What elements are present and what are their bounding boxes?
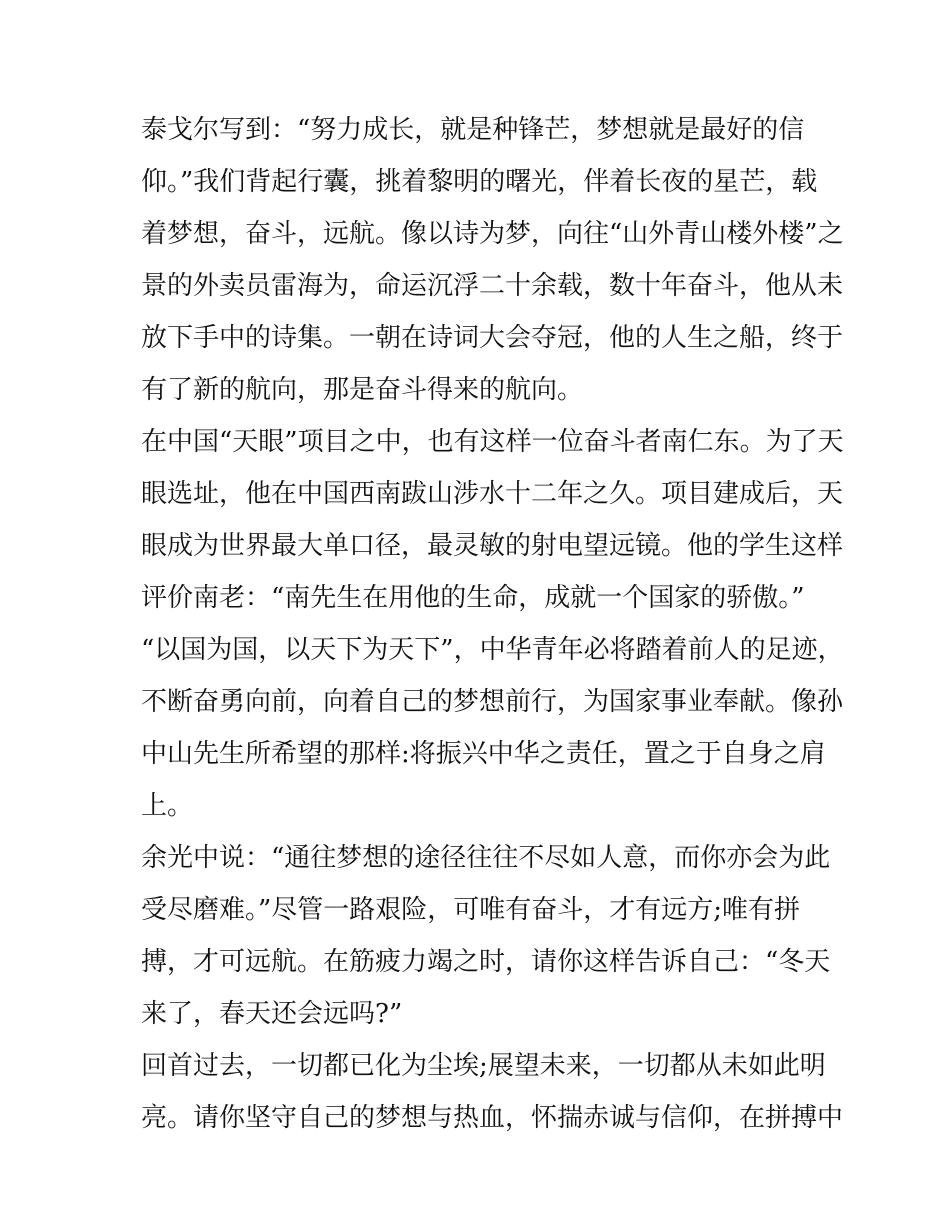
text-line: “以国为国，以天下为天下”，中华青年必将踏着前人的足迹， bbox=[141, 635, 844, 665]
text-line: 亮。请你坚守自己的梦想与热血，怀揣赤诚与信仰，在拼搏中 bbox=[141, 1103, 844, 1133]
text-line: 泰戈尔写到：“努力成长，就是种锋芒，梦想就是最好的信 bbox=[141, 115, 805, 145]
text-line: 仰。”我们背起行囊，挑着黎明的曙光，伴着长夜的星芒，载 bbox=[141, 167, 818, 197]
text-line: 不断奋勇向前，向着自己的梦想前行，为国家事业奉献。像孙 bbox=[141, 687, 844, 717]
text-line: 受尽磨难。”尽管一路艰险，可唯有奋斗，才有远方;唯有拼 bbox=[141, 895, 801, 925]
paragraph-chinese-youth bbox=[141, 624, 844, 832]
text-line: 回首过去，一切都已化为尘埃;展望未来，一切都从未如此明 bbox=[141, 1051, 826, 1081]
text-line: 中山先生所希望的那样:将振兴中华之责任，置之于自身之肩 bbox=[141, 739, 826, 769]
text-line: 上。 bbox=[141, 791, 194, 821]
text-line: 眼成为世界最大单口径，最灵敏的射电望远镜。他的学生这样 bbox=[141, 531, 844, 561]
text-line: 有了新的航向，那是奋斗得来的航向。 bbox=[141, 375, 584, 405]
paragraph-yu-guangzhong bbox=[141, 832, 831, 1040]
text-line: 评价南老：“南先生在用他的生命，成就一个国家的骄傲。” bbox=[141, 583, 805, 613]
text-line: 搏，才可远航。在筋疲力竭之时，请你这样告诉自己：“冬天 bbox=[141, 947, 831, 977]
text-line: 放下手中的诗集。一朝在诗词大会夺冠，他的人生之船，终于 bbox=[141, 323, 844, 353]
paragraph-looking-back bbox=[141, 1040, 844, 1144]
text-line: 景的外卖员雷海为，命运沉浮二十余载，数十年奋斗，他从未 bbox=[141, 271, 844, 301]
paragraph-tagore bbox=[141, 104, 844, 416]
text-line: 眼选址，他在中国西南跋山涉水十二年之久。项目建成后，天 bbox=[141, 479, 844, 509]
text-line: 着梦想，奋斗，远航。像以诗为梦，向往“山外青山楼外楼”之 bbox=[141, 219, 844, 249]
text-line: 余光中说：“通往梦想的途径往往不尽如人意，而你亦会为此 bbox=[141, 843, 831, 873]
text-line: 来了，春天还会远吗?” bbox=[141, 999, 403, 1029]
paragraph-tianyan bbox=[141, 416, 844, 624]
essay-body bbox=[141, 104, 844, 1144]
text-line: 在中国“天眼”项目之中，也有这样一位奋斗者南仁东。为了天 bbox=[141, 427, 844, 457]
